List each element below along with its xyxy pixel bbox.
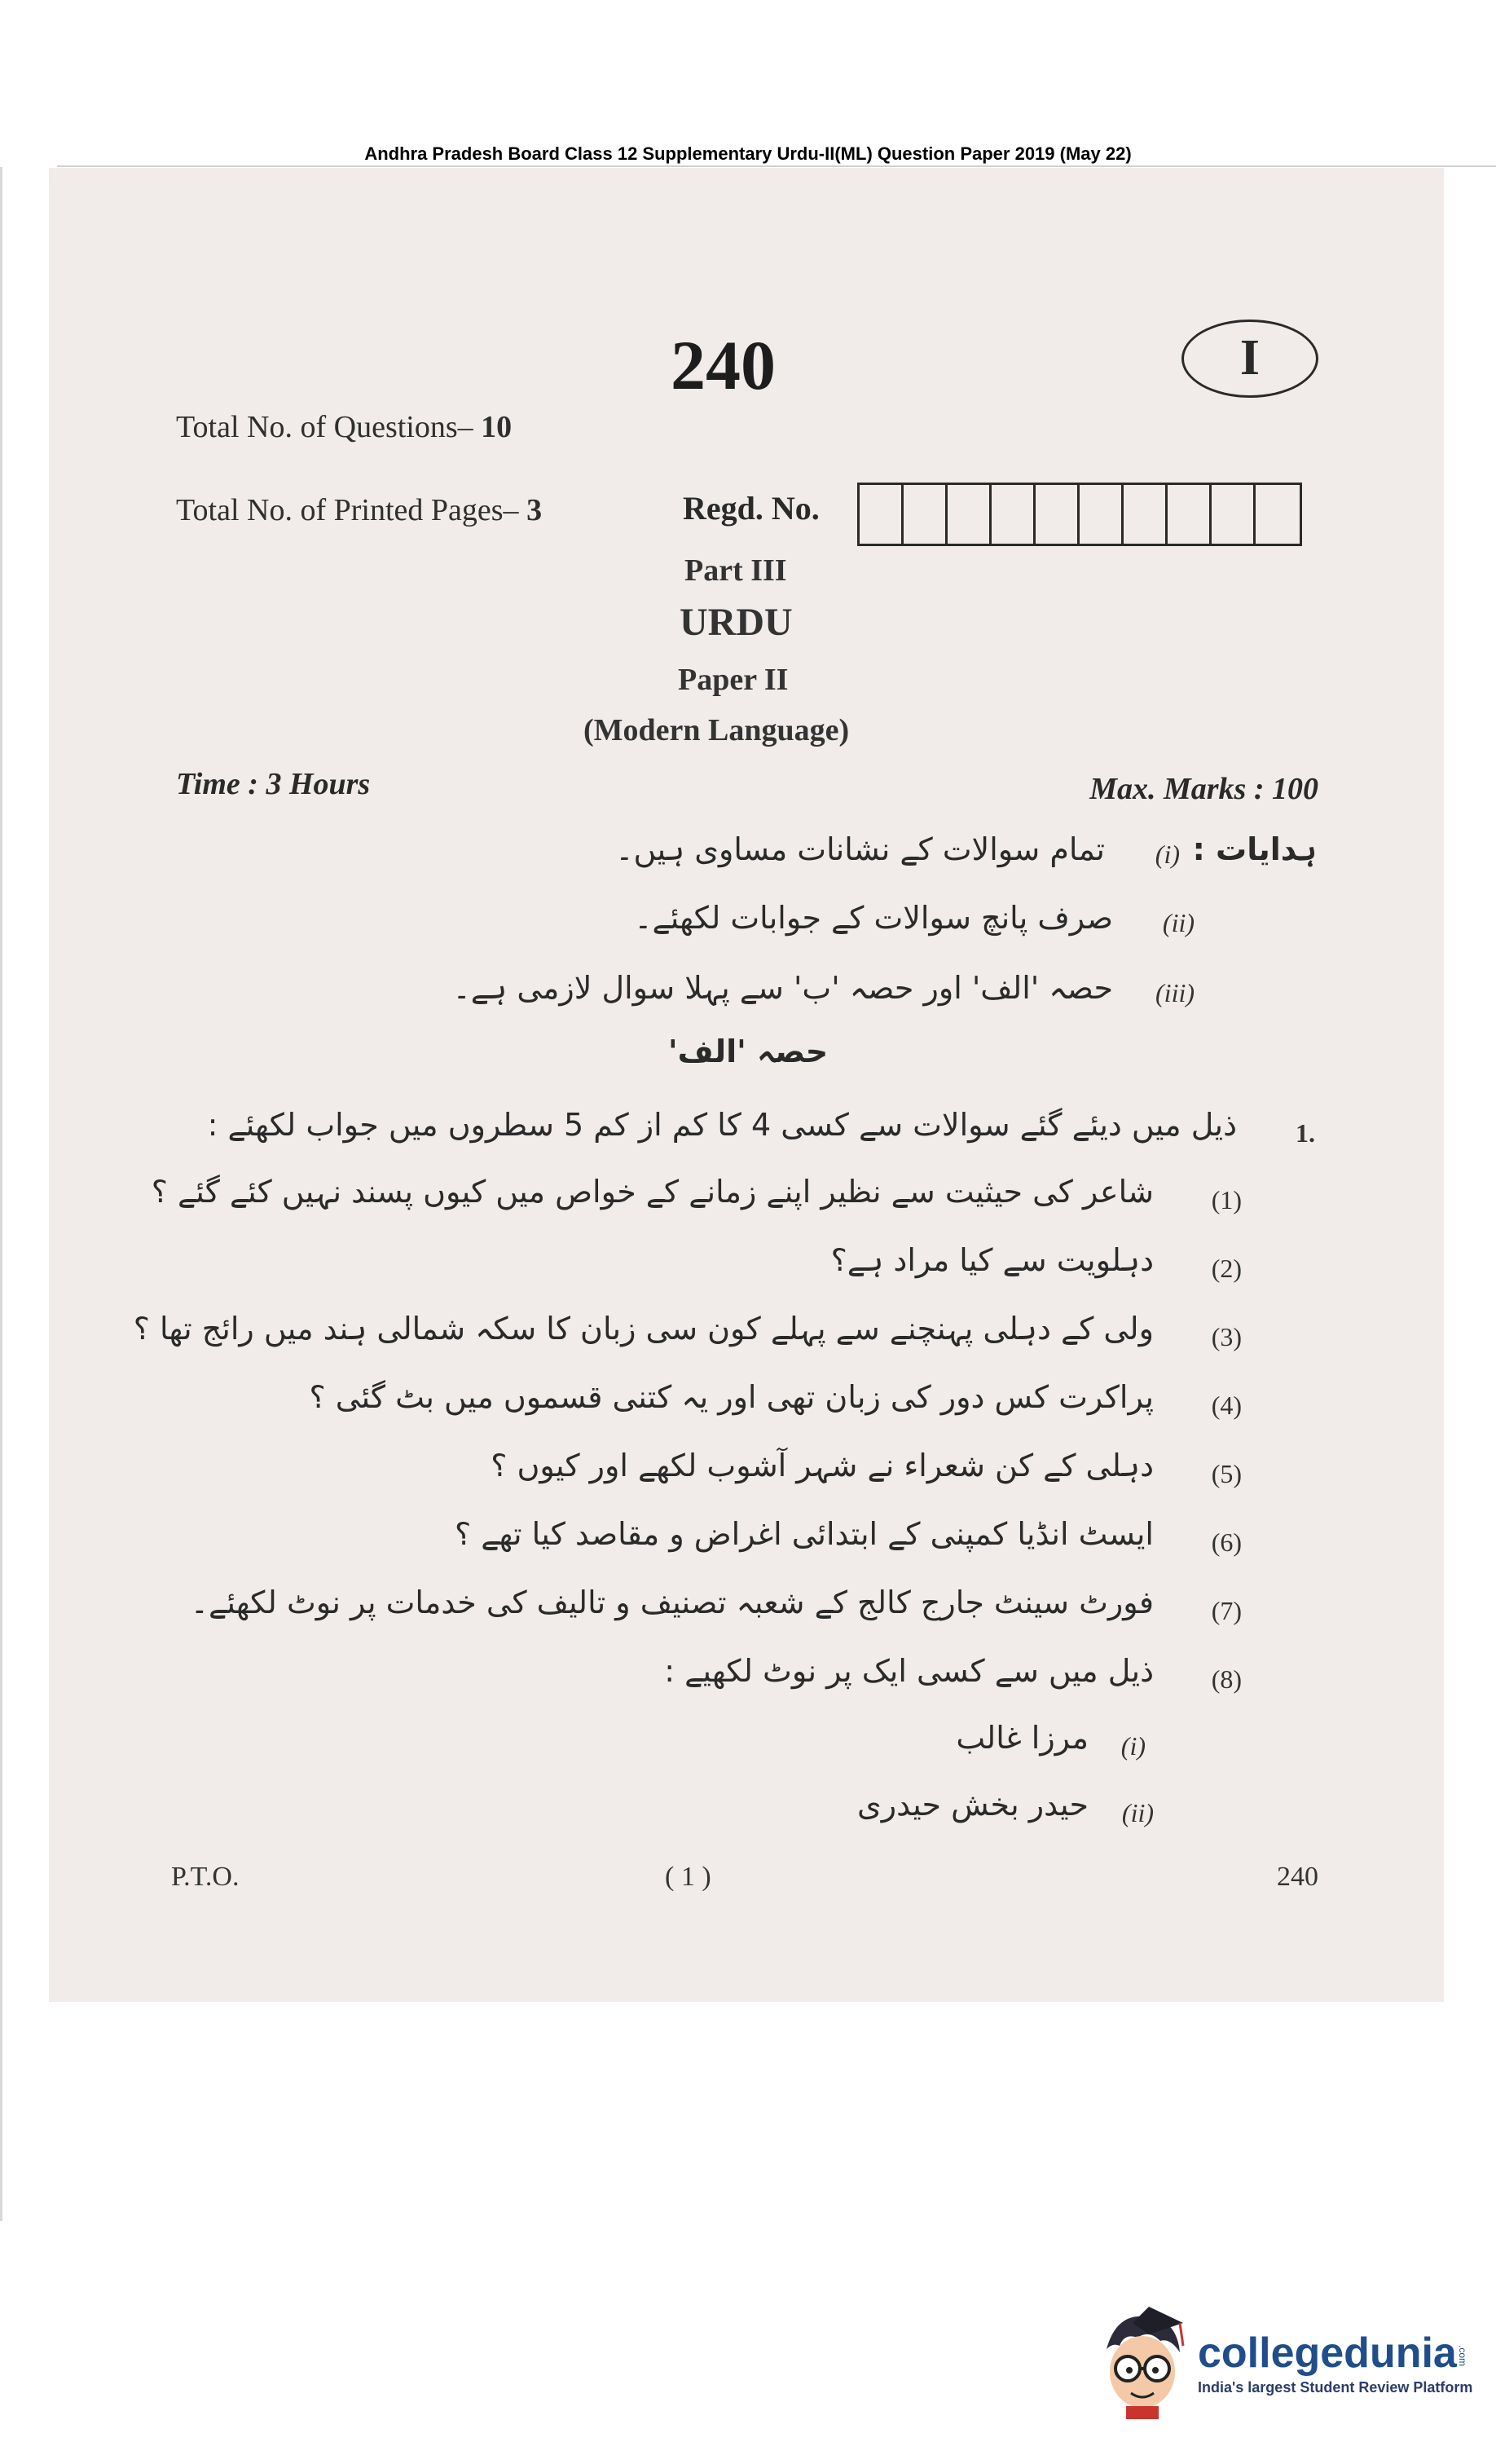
document-banner: Andhra Pradesh Board Class 12 Supplementary Urdu-II(ML) Question Paper 2019 (May 22) [364, 143, 1132, 164]
regd-number-boxes [857, 483, 1302, 546]
footer-paper-code: 240 [1277, 1862, 1318, 1892]
subquestion-text: دہلویت سے کیا مراد ہے؟ [830, 1242, 1154, 1278]
set-badge: I [1181, 320, 1318, 398]
instruction-number: (i) [1155, 840, 1180, 869]
part-title: Part III [684, 553, 787, 588]
regd-label: Regd. No. [683, 490, 820, 527]
regd-digit-box [1124, 485, 1168, 544]
subquestion-number: (4) [1211, 1391, 1242, 1420]
stream-title: (Modern Language) [583, 713, 850, 747]
logo-text-block [1198, 2329, 1472, 2396]
instruction-text: تمام سوالات کے نشانات مساوی ہیں۔ [615, 831, 1105, 867]
option-text: مرزا غالب [956, 1720, 1089, 1756]
subquestion-text: پراکرت کس دور کی زبان تھی اور یہ کتنی قسموں میں بٹ گئی ؟ [309, 1379, 1154, 1415]
subquestion-number: (5) [1211, 1459, 1242, 1488]
total-pages [176, 492, 542, 528]
regd-digit-box [1212, 485, 1256, 544]
option-number: (i) [1120, 1731, 1146, 1761]
subquestion-text: ولی کے دہلی پہنچنے سے پہلے کون سی زبان کا سکہ شمالی ہند میں رائج تھا ؟ [133, 1311, 1154, 1347]
collegedunia-logo[interactable] [1092, 2305, 1472, 2419]
logo-wordmark [1198, 2329, 1472, 2378]
regd-digit-box [860, 485, 904, 544]
footer-page-number: ( 1 ) [665, 1862, 711, 1892]
option-text: حیدر بخش حیدری [857, 1787, 1089, 1823]
instruction-number: (ii) [1162, 908, 1195, 937]
regd-digit-box [1256, 485, 1300, 544]
logo-dotcom: .com [1456, 2345, 1468, 2367]
subquestion-number: (6) [1211, 1527, 1242, 1557]
subject-title: URDU [680, 601, 793, 644]
subquestion-text: ایسٹ انڈیا کمپنی کے ابتدائی اغراض و مقاصد کیا تھے ؟ [454, 1516, 1154, 1552]
subquestion-text: فورٹ سینٹ جارج کالج کے شعبہ تصنیف و تالیف کی خدمات پر نوٹ لکھئے۔ [190, 1585, 1154, 1620]
instruction-text: حصہ 'الف' اور حصہ 'ب' سے پہلا سوال لازمی ہے۔ [452, 970, 1113, 1006]
instruction-number: (iii) [1155, 978, 1195, 1007]
subquestion-number: (8) [1211, 1664, 1242, 1694]
regd-digit-box [1080, 485, 1124, 544]
total-questions-value: 10 [481, 410, 513, 444]
subquestion-number: (3) [1211, 1322, 1242, 1351]
subquestion-text: شاعر کی حیثیت سے نظیر اپنے زمانے کے خواص میں کیوں پسند نہیں کئے گئے ؟ [151, 1174, 1154, 1210]
paper-title: Paper II [678, 663, 789, 697]
subquestion-number: (1) [1211, 1185, 1242, 1214]
regd-digit-box [948, 485, 992, 544]
instructions-heading: ہدایات : [1192, 831, 1317, 867]
regd-digit-box [904, 485, 948, 544]
subquestion-text: ذیل میں سے کسی ایک پر نوٹ لکھیے : [664, 1653, 1154, 1689]
paper-code: 240 [671, 326, 776, 404]
subquestion-text: دہلی کے کن شعراء نے شہر آشوب لکھے اور کیوں ؟ [491, 1448, 1154, 1483]
question-text: ذیل میں دیئے گئے سوالات سے کسی 4 کا کم از کم 5 سطروں میں جواب لکھئے : [207, 1107, 1237, 1143]
total-questions-label: Total No. of Questions– [176, 410, 473, 444]
logo-name: collegedunia [1198, 2329, 1457, 2377]
subquestion-number: (7) [1211, 1596, 1242, 1625]
mascot-icon [1092, 2305, 1191, 2419]
regd-digit-box [1168, 485, 1212, 544]
footer-pto: P.T.O. [171, 1862, 240, 1892]
subquestion-number: (2) [1211, 1254, 1242, 1283]
section-a-heading: حصہ 'الف' [668, 1034, 829, 1069]
total-questions [176, 409, 512, 445]
banner-divider [57, 165, 1496, 167]
logo-tagline: India's largest Student Review Platform [1198, 2378, 1473, 2396]
regd-digit-box [1036, 485, 1080, 544]
question-number: 1. [1296, 1118, 1315, 1148]
instruction-text: صرف پانچ سوالات کے جوابات لکھئے۔ [634, 900, 1113, 936]
total-pages-value: 3 [526, 493, 543, 527]
total-pages-label: Total No. of Printed Pages– [176, 493, 519, 527]
time-allowed: Time : 3 Hours [176, 767, 371, 801]
option-number: (ii) [1121, 1798, 1154, 1827]
regd-digit-box [992, 485, 1036, 544]
max-marks: Max. Marks : 100 [1089, 772, 1318, 806]
left-margin-line [0, 167, 2, 2221]
